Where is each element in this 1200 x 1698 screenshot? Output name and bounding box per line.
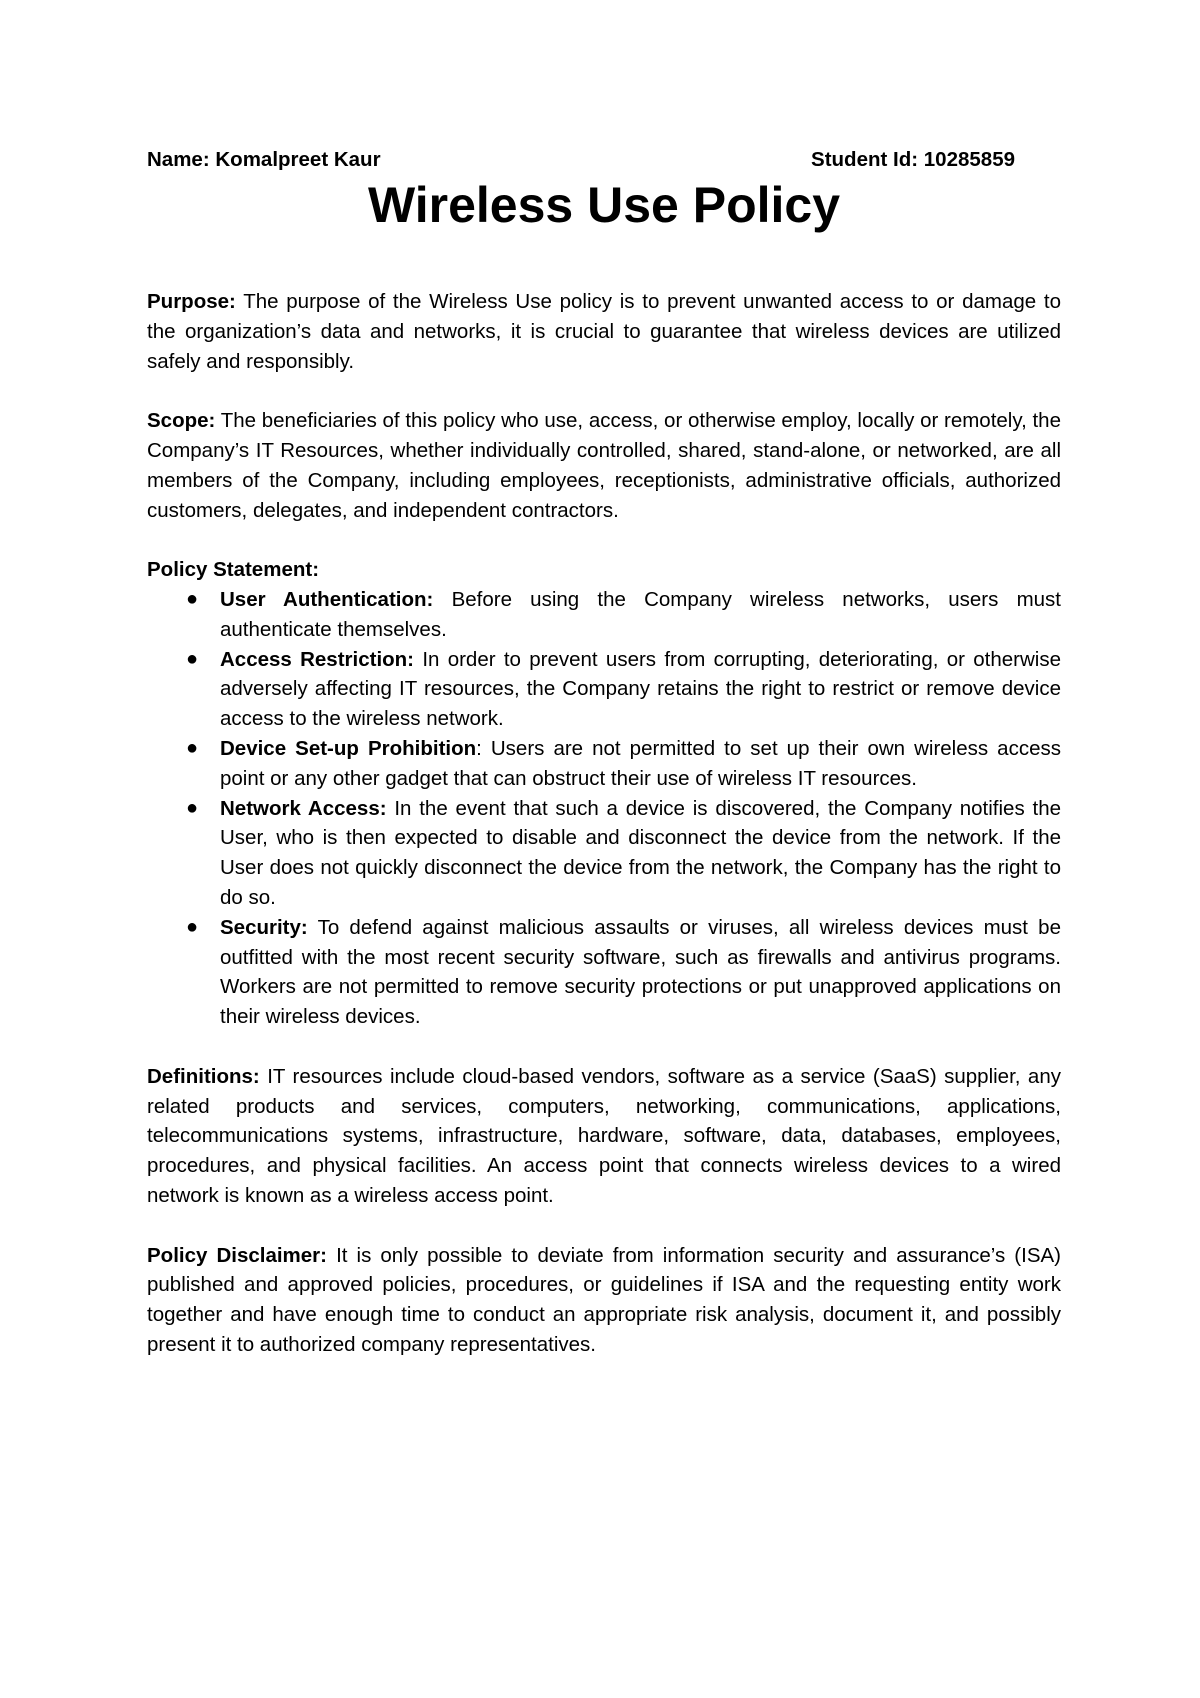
bullet-icon: ● <box>186 647 199 670</box>
id-label: Student Id: <box>811 148 919 171</box>
purpose-label: Purpose: <box>147 290 236 313</box>
definitions-text: IT resources include cloud-based vendors, software as a service (SaaS) supplier, any related products and services, computers, networking, communications, applications, telecommunications systems, infrastructure, hardware, software, data, databases, employees, procedures, and physical facilities. An access point that connects wireless devices to a wired network is known as a wireless access point. <box>147 1064 1061 1207</box>
list-item <box>147 645 1061 734</box>
list-item <box>147 734 1061 794</box>
item-label: Device Set-up Prohibition <box>220 736 477 760</box>
item-text: Before using the Company wireless networks, users must authenticate themselves. <box>220 587 1061 641</box>
disclaimer-label: Policy Disclaimer: <box>147 1243 327 1267</box>
header-row <box>147 145 1015 175</box>
list-item <box>147 794 1061 913</box>
list-item <box>147 585 1061 645</box>
item-label: Access Restriction: <box>220 647 415 671</box>
disclaimer-paragraph <box>147 1241 1061 1360</box>
disclaimer-text: It is only possible to deviate from information security and assurance’s (ISA) published and approved policies, procedures, or guidelines if ISA and the requesting entity work together and have enough time to conduct an appropriate risk analysis, document it, and possibly present it to authorized company representatives. <box>147 1243 1061 1356</box>
item-text: : Users are not permitted to set up their own wireless access point or any other gadget that can obstruct their use of wireless IT resources. <box>220 736 1061 790</box>
scope-label: Scope: <box>147 409 216 433</box>
bullet-icon: ● <box>186 915 199 938</box>
item-label: Network Access: <box>220 796 387 820</box>
student-name <box>147 145 381 175</box>
definitions-paragraph <box>147 1062 1061 1211</box>
policy-statement-list <box>147 585 1061 1032</box>
item-text: In the event that such a device is discovered, the Company notifies the User, who is then expected to disable and disconnect the device from the network. If the User does not quickly disconnect the device from the network, the Company has the right to do so. <box>220 796 1061 909</box>
item-text: In order to prevent users from corrupting, deteriorating, or otherwise adversely affecting IT resources, the Company retains the right to restrict or remove device access to the wireless network. <box>220 647 1061 731</box>
bullet-icon: ● <box>186 796 199 819</box>
list-item <box>147 913 1061 1032</box>
item-label: User Authentication: <box>220 587 434 611</box>
page-title: Wireless Use Policy <box>367 177 841 233</box>
bullet-icon: ● <box>186 587 199 610</box>
name-value: Komalpreet Kaur <box>215 148 381 171</box>
name-label: Name: <box>147 148 210 171</box>
document-page <box>147 145 1061 1389</box>
scope-text: The beneficiaries of this policy who use, access, or otherwise employ, locally or remotely, the Company’s IT Resources, whether individually controlled, shared, stand-alone, or networked, are all members of the Company, including employees, receptionists, administrative officials, authorized customers, delegates, and independent contractors. <box>147 409 1061 522</box>
id-value: 10285859 <box>923 148 1015 171</box>
purpose-text: The purpose of the Wireless Use policy is to prevent unwanted access to or damage to the organization’s data and networks, it is crucial to guarantee that wireless devices are utilized safely and responsibly. <box>147 290 1061 373</box>
student-id <box>811 145 1015 175</box>
bullet-icon: ● <box>186 736 199 759</box>
scope-paragraph <box>147 406 1061 525</box>
purpose-paragraph <box>147 287 1061 376</box>
item-text: To defend against malicious assaults or viruses, all wireless devices must be outfitted with the most recent security software, such as firewalls and antivirus programs. Workers are not permitted to remove security protections or put unapproved applications on their wireless devices. <box>220 915 1061 1029</box>
definitions-label: Definitions: <box>147 1064 260 1088</box>
item-label: Security: <box>220 915 308 939</box>
policy-statement-heading: Policy Statement: <box>147 558 320 582</box>
